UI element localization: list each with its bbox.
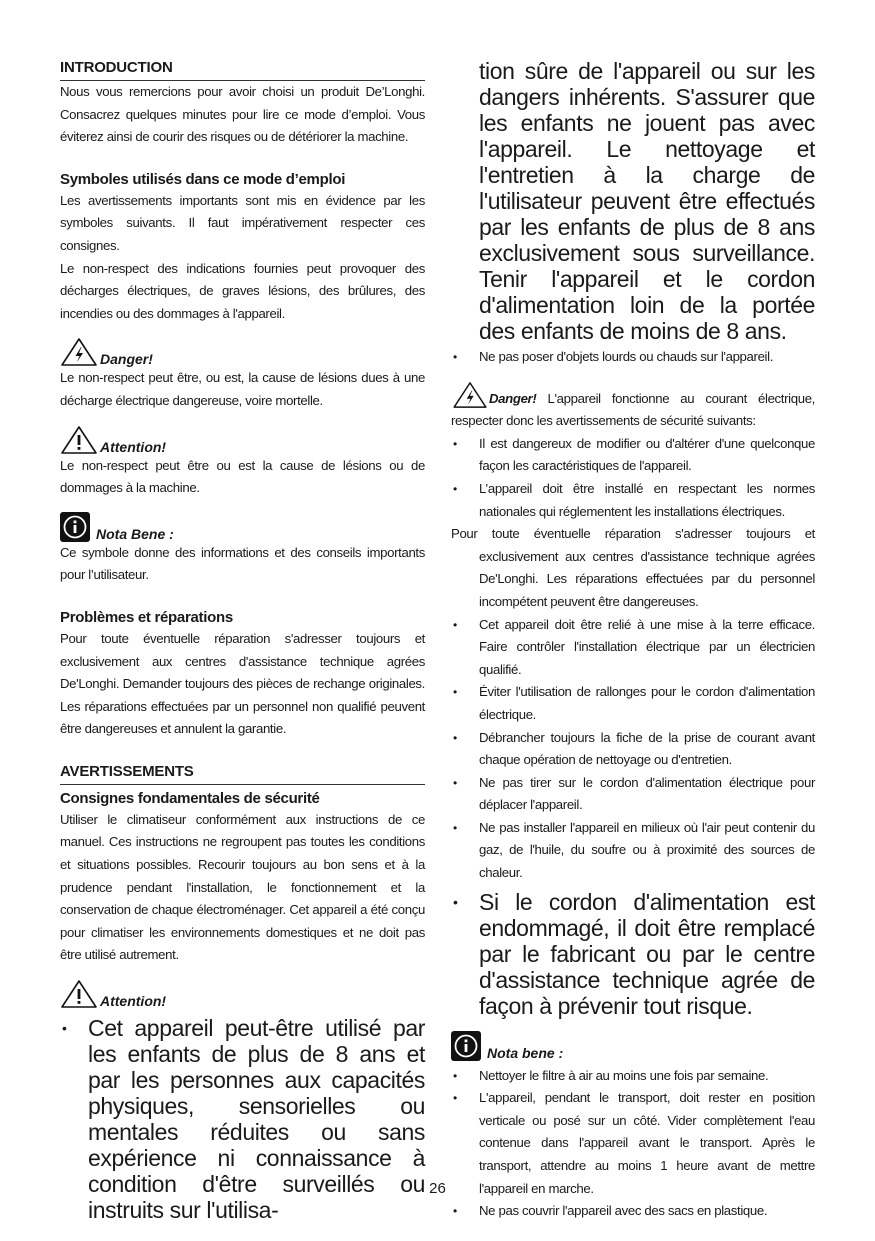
safety-bullet: • Ne pas tirer sur le cordon d'alimentation électrique pour déplacer l'appareil. xyxy=(451,772,815,817)
children-text-right: tion sûre de l'appareil ou sur les dangers inhérents. S'assurer que les enfants ne jouent pas avec l'appareil. Le nettoyage et l'entretien à la charge de l'utilisateur peuvent être effectués par les enfants de plus de 8 ans exclusivement sous surveillance. Tenir l'appareil et le cordon d'alimentation loin de la portée des enfants de moins de 8 ans. xyxy=(479,58,815,344)
intro-heading: INTRODUCTION xyxy=(60,58,425,81)
problems-text: Pour toute éventuelle réparation s'adresser toujours et exclusivement aux centres d'assistance technique agrées De'Longhi. Demander toujours des pièces de rechange originales. Les réparations effectuées par un personnel non qualifié peuvent être dangereuses et annulent la garantie. xyxy=(60,630,425,737)
danger-bullet: • Il est dangereux de modifier ou d'altérer d'une quelconque façon les caractéristiques de l'appareil. xyxy=(451,433,815,478)
cord-bullet: • Si le cordon d'alimentation est endommagé, il doit être remplacé par le fabricant ou par le centre d'assistance technique agrée de façon à prévenir tout risque. xyxy=(451,889,815,1019)
attention-text: Le non-respect peut être ou est la cause de lésions ou de dommages à la machine. xyxy=(60,457,425,496)
nota-bullet: • Nettoyer le filtre à air au moins une fois par semaine. xyxy=(451,1065,815,1088)
safety-bullet: • Ne pas installer l'appareil en milieux où l'air peut contenir du gaz, de l'huile, du soufre ou à proximité des sources de chaleur. xyxy=(451,817,815,885)
nota-bullet: • L'appareil, pendant le transport, doit rester en position verticale ou posé sur un côté. Vider complètement l'eau contenue dans l'appareil avant le transport. Après le transport, attendre au moins 1 heure avant de mettre l'appareil en marche. xyxy=(451,1087,815,1200)
warning-icon xyxy=(60,979,98,1009)
safety-bullet: • Éviter l'utilisation de rallonges pour le cordon d'alimentation électrique. xyxy=(451,681,815,726)
danger-bullet: • L’appareil doit être installé en respectant les normes nationales qui réglementent les installations électriques. xyxy=(451,478,815,523)
danger-intro: L'appareil fonctionne au courant électrique, respecter donc les avertissements de sécurité suivants: xyxy=(451,390,815,429)
left-column xyxy=(60,58,425,1223)
problems-heading: Problèmes et réparations xyxy=(60,608,233,626)
heavy-objects-bullet: • Ne pas poser d'objets lourds ou chauds sur l'appareil. xyxy=(451,346,815,369)
safety-bullet: • Cet appareil doit être relié à une mise à la terre efficace. Faire contrôler l'installation électrique par un électricien qualifié. xyxy=(451,614,815,682)
safety-heading: Consignes fondamentales de sécurité xyxy=(60,789,320,807)
right-column xyxy=(451,58,815,1223)
intro-text: Nous vous remercions pour avoir choisi un produit De’Longhi. Consacrez quelques minutes pour lire ce mode d’emploi. Vous éviterez ainsi de courir des risques ou de détériorer la machine. xyxy=(60,84,425,145)
safety-text: Utiliser le climatiseur conformément aux instructions de ce manuel. Ces instructions ne regroupent pas toutes les conditions et situations possibles. Recourir toujours au bon sens et à la prudence pendant l'installation, le fonctionnement et la conservation de chaque électroménager. Cet appareil a été conçu pour climatiser les environnements domestiques et ne doit pas être utilisé autrement. xyxy=(60,811,425,963)
nota-symbol-row xyxy=(60,512,425,542)
attention-symbol-row xyxy=(60,425,425,455)
attention2-symbol-row xyxy=(60,979,425,1009)
symbols-text-2: Le non-respect des indications fournies peut provoquer des décharges électriques, de graves lésions, des brûlures, des incendies ou des dommages à l'appareil. xyxy=(60,260,425,321)
warning-icon xyxy=(60,425,98,455)
info-icon xyxy=(451,1031,481,1061)
electric-danger-icon xyxy=(60,337,98,367)
info-icon xyxy=(60,512,90,542)
nota-text: Ce symbole donne des informations et des conseils importants pour l’utilisateur. xyxy=(60,544,425,583)
nota-label: Nota Bene : xyxy=(96,525,174,542)
nota-bullet: • Ne pas couvrir l'appareil avec des sacs en plastique. xyxy=(451,1200,815,1223)
danger-text: Le non-respect peut être, ou est, la cause de lésions dues à une décharge électrique dangereuse, voire mortelle. xyxy=(60,370,425,408)
danger-paragraph xyxy=(451,381,815,433)
symbols-heading: Symboles utilisés dans ce mode d’emploi xyxy=(60,170,346,188)
attention2-label: Attention! xyxy=(100,993,167,1010)
electric-danger-icon xyxy=(451,381,489,409)
page-number: 26 xyxy=(429,1180,446,1197)
nota-label-right: Nota bene : xyxy=(487,1044,564,1061)
warnings-heading: AVERTISSEMENTS xyxy=(60,762,425,785)
children-bullet-left: • Cet appareil peut-être utilisé par les enfants de plus de 8 ans et par les personnes aux capacités physiques, sensorielles ou mentales réduites ou sans expérience ni connaissance à condition d'être surveillés ou instruits sur l'utilisa- xyxy=(60,1015,425,1223)
repair-paragraph: Pour toute éventuelle réparation s'adresser toujours et exclusivement aux centres d'assistance technique agrées De'Longhi. Les réparations effectuées par du personnel incompétent peuvent être dangereuses. xyxy=(451,526,815,609)
attention-label: Attention! xyxy=(100,438,167,455)
symbols-text-1: Les avertissements importants sont mis en évidence par les symboles suivants. Il faut impérativement respecter ces consignes. xyxy=(60,192,425,253)
danger-symbol-row xyxy=(60,337,425,367)
danger-label: Danger! xyxy=(100,351,153,368)
nota-symbol-row-right xyxy=(451,1031,815,1061)
safety-bullet: • Débrancher toujours la fiche de la prise de courant avant chaque opération de nettoyage ou d'entretien. xyxy=(451,727,815,772)
danger-label-right: Danger! xyxy=(489,390,537,406)
